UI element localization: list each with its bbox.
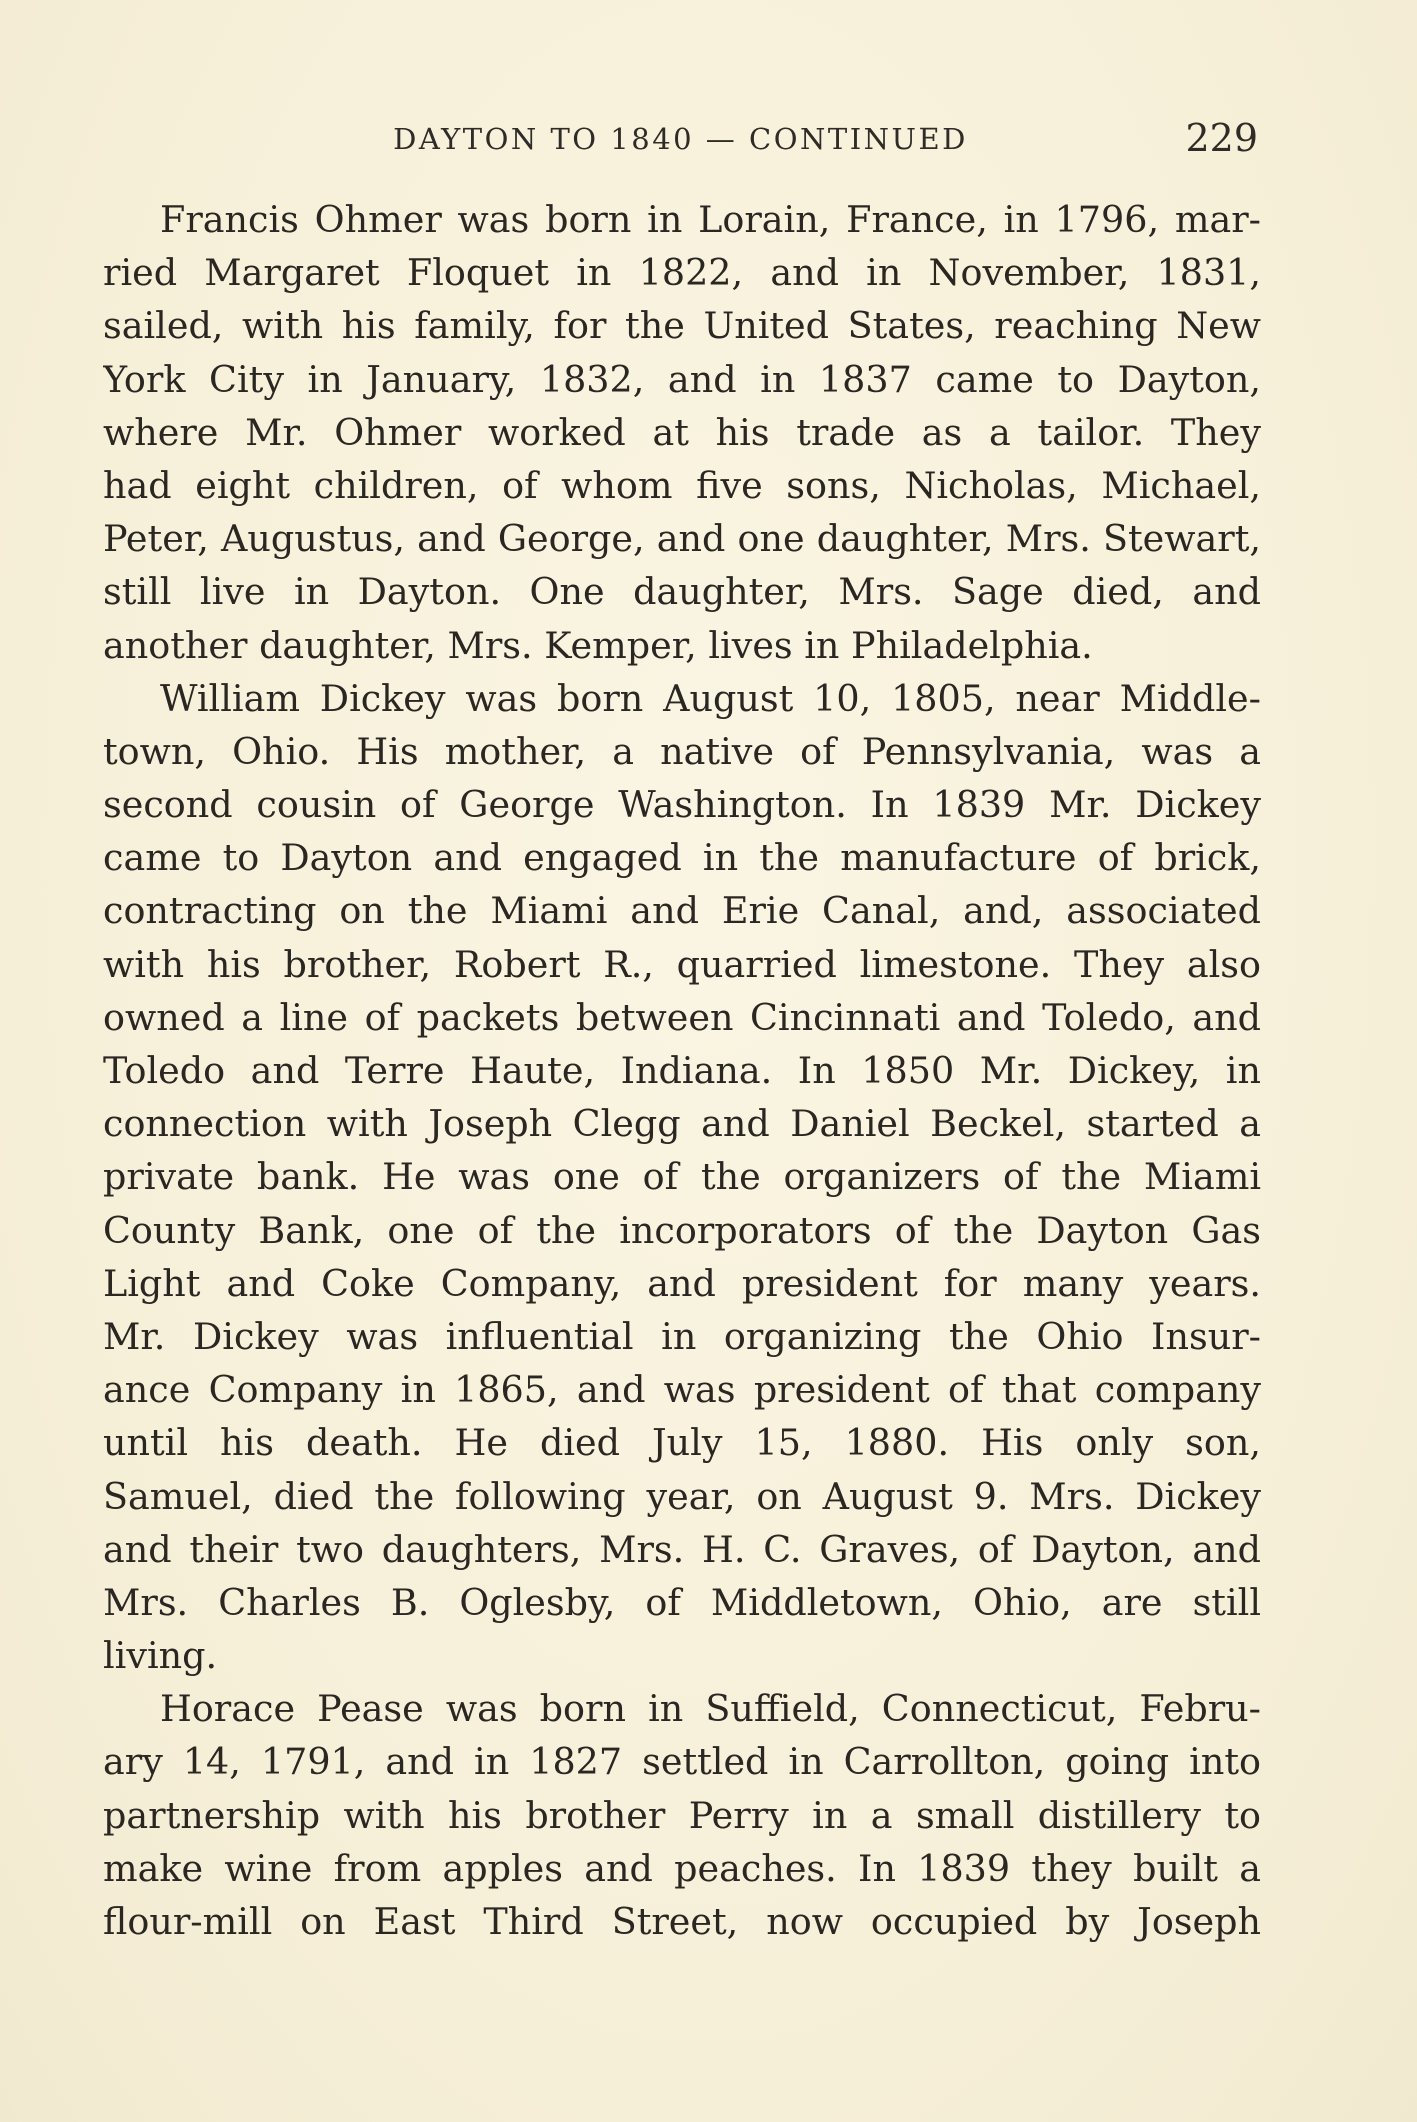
text-line: and their two daughters, Mrs. H. C. Graves, of Dayton, and xyxy=(103,1527,1261,1571)
paragraph-dickey xyxy=(103,672,1261,1683)
paragraph-pease xyxy=(103,1682,1261,1948)
running-head xyxy=(103,116,1258,172)
text-line: town, Ohio. His mother, a native of Pennsylvania, was a xyxy=(103,729,1261,773)
text-line: make wine from apples and peaches. In 1839 they built a xyxy=(103,1846,1261,1890)
text-line: York City in January, 1832, and in 1837 came to Dayton, xyxy=(103,357,1261,401)
text-line: second cousin of George Washington. In 1839 Mr. Dickey xyxy=(103,783,1261,827)
text-line: Samuel, died the following year, on August 9. Mrs. Dickey xyxy=(103,1474,1261,1518)
text-line: private bank. He was one of the organizers of the Miami xyxy=(103,1155,1261,1199)
text-line: with his brother, Robert R., quarried limestone. They also xyxy=(103,942,1261,986)
text-line: ried Margaret Floquet in 1822, and in November, 1831, xyxy=(103,251,1261,295)
text-line: another daughter, Mrs. Kemper, lives in Philadelphia. xyxy=(103,623,1093,667)
text-line: living. xyxy=(103,1634,218,1678)
text-line: sailed, with his family, for the United States, reaching New xyxy=(103,304,1261,348)
text-line: ance Company in 1865, and was president of that company xyxy=(103,1368,1261,1412)
page-number: 229 xyxy=(1185,116,1258,160)
text-line: Horace Pease was born in Suffield, Connecticut, Febru- xyxy=(160,1687,1261,1731)
text-line: William Dickey was born August 10, 1805, near Middle- xyxy=(160,676,1261,720)
text-line: until his death. He died July 15, 1880. His only son, xyxy=(103,1421,1261,1465)
text-line: Mrs. Charles B. Oglesby, of Middletown, Ohio, are still xyxy=(103,1580,1261,1624)
running-title: DAYTON TO 1840 — CONTINUED xyxy=(393,122,968,156)
text-line: partnership with his brother Perry in a small distillery to xyxy=(103,1793,1261,1837)
text-line: Light and Coke Company, and president for many years. xyxy=(103,1261,1261,1305)
text-line: Mr. Dickey was influential in organizing the Ohio Insur- xyxy=(103,1314,1261,1358)
text-line: ary 14, 1791, and in 1827 settled in Carrollton, going into xyxy=(103,1740,1261,1784)
paragraph-ohmer xyxy=(103,193,1261,672)
text-line: came to Dayton and engaged in the manufacture of brick, xyxy=(103,836,1261,880)
text-line: still live in Dayton. One daughter, Mrs. Sage died, and xyxy=(103,570,1261,614)
body-text xyxy=(103,193,1261,1948)
text-line: had eight children, of whom five sons, Nicholas, Michael, xyxy=(103,463,1261,507)
text-line: contracting on the Miami and Erie Canal, and, associated xyxy=(103,889,1261,933)
text-line: County Bank, one of the incorporators of the Dayton Gas xyxy=(103,1208,1261,1252)
text-line: Peter, Augustus, and George, and one daughter, Mrs. Stewart, xyxy=(103,517,1261,561)
text-line: connection with Joseph Clegg and Daniel Beckel, started a xyxy=(103,1102,1261,1146)
text-line: where Mr. Ohmer worked at his trade as a tailor. They xyxy=(103,410,1261,454)
text-line: owned a line of packets between Cincinnati and Toledo, and xyxy=(103,995,1261,1039)
text-line: Toledo and Terre Haute, Indiana. In 1850 Mr. Dickey, in xyxy=(103,1049,1261,1092)
text-line: flour-mill on East Third Street, now occupied by Joseph xyxy=(103,1900,1261,1943)
text-line: Francis Ohmer was born in Lorain, France, in 1796, mar- xyxy=(160,198,1261,241)
